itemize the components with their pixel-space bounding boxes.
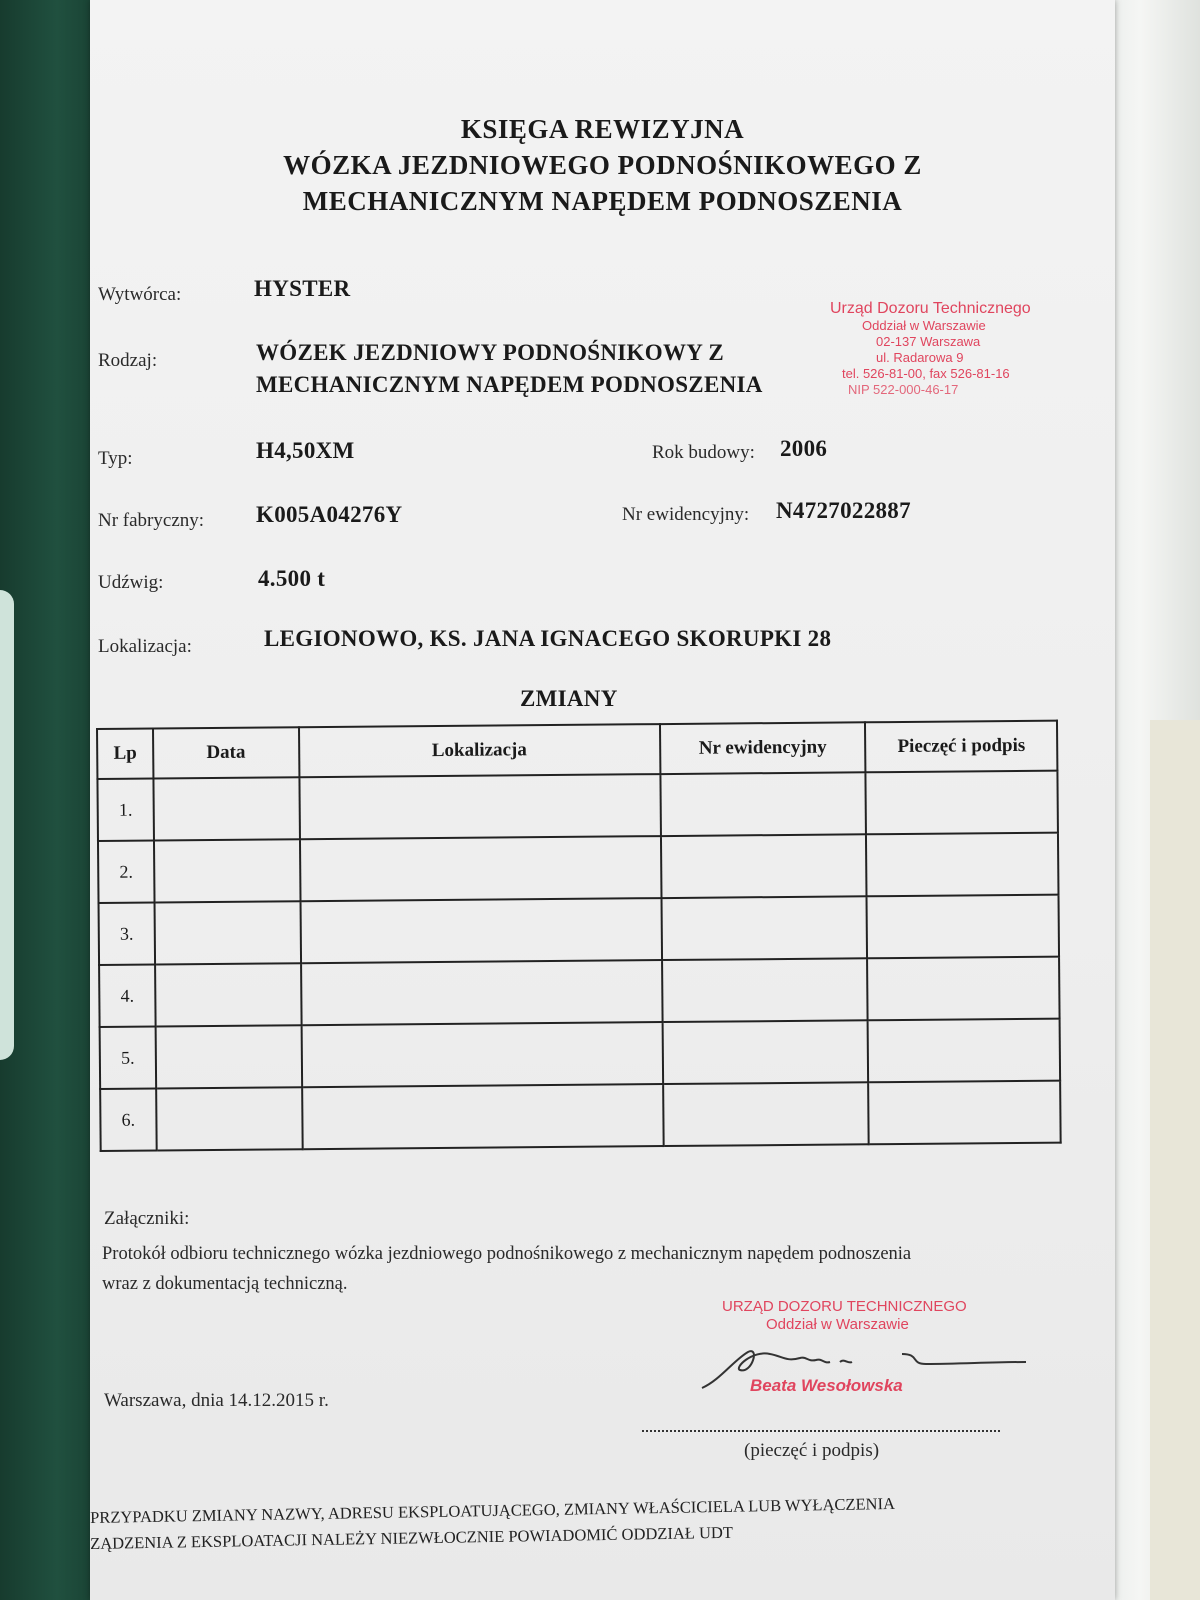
row-number: 5. (100, 1026, 156, 1088)
bottom-stamp-line-2: Oddział w Warszawie (766, 1316, 909, 1333)
year-label: Rok budowy: (652, 442, 755, 463)
paper-stack-edge (1150, 720, 1200, 1600)
registry-label: Nr ewidencyjny: (622, 504, 750, 525)
title-line-2: WÓZKA JEZDNIOWEGO PODNOŚNIKOWEGO Z (283, 150, 922, 180)
title-line-1: KSIĘGA REWIZYJNA (460, 114, 745, 144)
table-cell (300, 898, 662, 963)
footer-line-1: PRZYPADKU ZMIANY NAZWY, ADRESU EKSPLOATUJĄCEGO, ZMIANY WŁAŚCICIELA LUB WYŁĄCZENIA (90, 1493, 896, 1527)
row-number: 3. (99, 902, 155, 964)
column-header-lp: Lp (97, 729, 153, 779)
table-cell (154, 839, 300, 902)
column-header-location: Lokalizacja (299, 724, 661, 777)
table-cell (660, 772, 866, 836)
table-cell (868, 1019, 1060, 1083)
stamp-line-6: NIP 522-000-46-17 (848, 382, 959, 397)
table-cell (300, 836, 662, 901)
attachments-line-1: Protokół odbioru technicznego wózka jezdniowego podnośnikowego z mechanicznym napędem podnoszenia (102, 1244, 912, 1264)
stamp-line-3: 02-137 Warszawa (876, 334, 981, 349)
table-cell (867, 957, 1059, 1021)
serial-label: Nr fabryczny: (98, 510, 205, 531)
table-cell (867, 895, 1059, 959)
manufacturer-value: HYSTER (254, 276, 351, 301)
column-header-date: Data (153, 727, 299, 778)
attachments-label: Załączniki: (104, 1208, 190, 1229)
document-page (90, 0, 1115, 1600)
stamp-line-4: ul. Radarowa 9 (876, 350, 964, 365)
location-value: LEGIONOWO, KS. JANA IGNACEGO SKORUPKI 28 (264, 626, 832, 651)
table-cell (299, 774, 661, 839)
table-row (100, 1019, 1061, 1089)
folder-cover-left (0, 0, 95, 1600)
table-row (97, 771, 1058, 841)
row-number: 2. (98, 840, 154, 902)
title-line-3: MECHANICZNYM NAPĘDEM PODNOSZENIA (302, 186, 903, 216)
row-number: 4. (99, 964, 155, 1026)
kind-value-line-1: WÓZEK JEZDNIOWY PODNOŚNIKOWY Z (256, 340, 724, 365)
table-cell (866, 771, 1058, 835)
table-cell (662, 958, 868, 1022)
signature-caption: (pieczęć i podpis) (744, 1440, 880, 1461)
year-value: 2006 (780, 436, 828, 461)
table-row (99, 895, 1060, 965)
folder-tab (0, 590, 14, 1060)
table-cell (155, 963, 301, 1026)
registry-value: N4727022887 (776, 498, 911, 523)
place-date: Warszawa, dnia 14.12.2015 r. (104, 1390, 329, 1411)
footer-line-2: ZĄDZENIA Z EKSPLOATACJI NALEŻY NIEZWŁOCZNIE POWIADOMIĆ ODDZIAŁ UDT (90, 1522, 734, 1553)
capacity-label: Udźwig: (98, 572, 164, 593)
type-value: H4,50XM (256, 438, 355, 463)
bottom-stamp-line-1: URZĄD DOZORU TECHNICZNEGO (722, 1298, 967, 1315)
table-cell (153, 777, 299, 840)
table-cell (154, 901, 300, 964)
kind-value-line-2: MECHANICZNYM NAPĘDEM PODNOSZENIA (256, 372, 763, 397)
table-row (98, 833, 1059, 903)
kind-label: Rodzaj: (98, 350, 158, 371)
column-header-registry-number: Nr ewidencyjny (660, 722, 866, 774)
table-cell (662, 1020, 868, 1084)
table-header-row (97, 721, 1057, 779)
stamp-line-2: Oddział w Warszawie (862, 318, 986, 333)
table-cell (661, 834, 867, 898)
changes-table (96, 720, 1062, 1152)
table-row (100, 1081, 1061, 1151)
table-cell (868, 1081, 1060, 1145)
table-cell (301, 1022, 663, 1087)
capacity-value: 4.500 t (258, 566, 326, 591)
attachments-line-2: wraz z dokumentacją techniczną. (102, 1274, 348, 1294)
table-cell (302, 1084, 664, 1149)
column-header-stamp-signature: Pieczęć i podpis (865, 721, 1057, 773)
table-cell (155, 1025, 301, 1088)
serial-value: K005A04276Y (256, 502, 403, 527)
row-number: 6. (100, 1088, 156, 1150)
location-label: Lokalizacja: (98, 636, 192, 657)
signatory-name: Beata Wesołowska (750, 1376, 903, 1395)
table-cell (301, 960, 663, 1025)
manufacturer-label: Wytwórca: (98, 284, 182, 305)
table-cell (663, 1082, 869, 1146)
stamp-line-5: tel. 526-81-00, fax 526-81-16 (842, 366, 1010, 381)
table-row (99, 957, 1060, 1027)
table-cell (866, 833, 1058, 897)
stamp-line-1: Urząd Dozoru Technicznego (830, 300, 1031, 317)
table-cell (661, 896, 867, 960)
table-cell (156, 1087, 302, 1150)
signature-line (642, 1430, 1000, 1432)
row-number: 1. (97, 779, 153, 841)
type-label: Typ: (98, 448, 133, 469)
changes-heading: ZMIANY (520, 686, 618, 711)
